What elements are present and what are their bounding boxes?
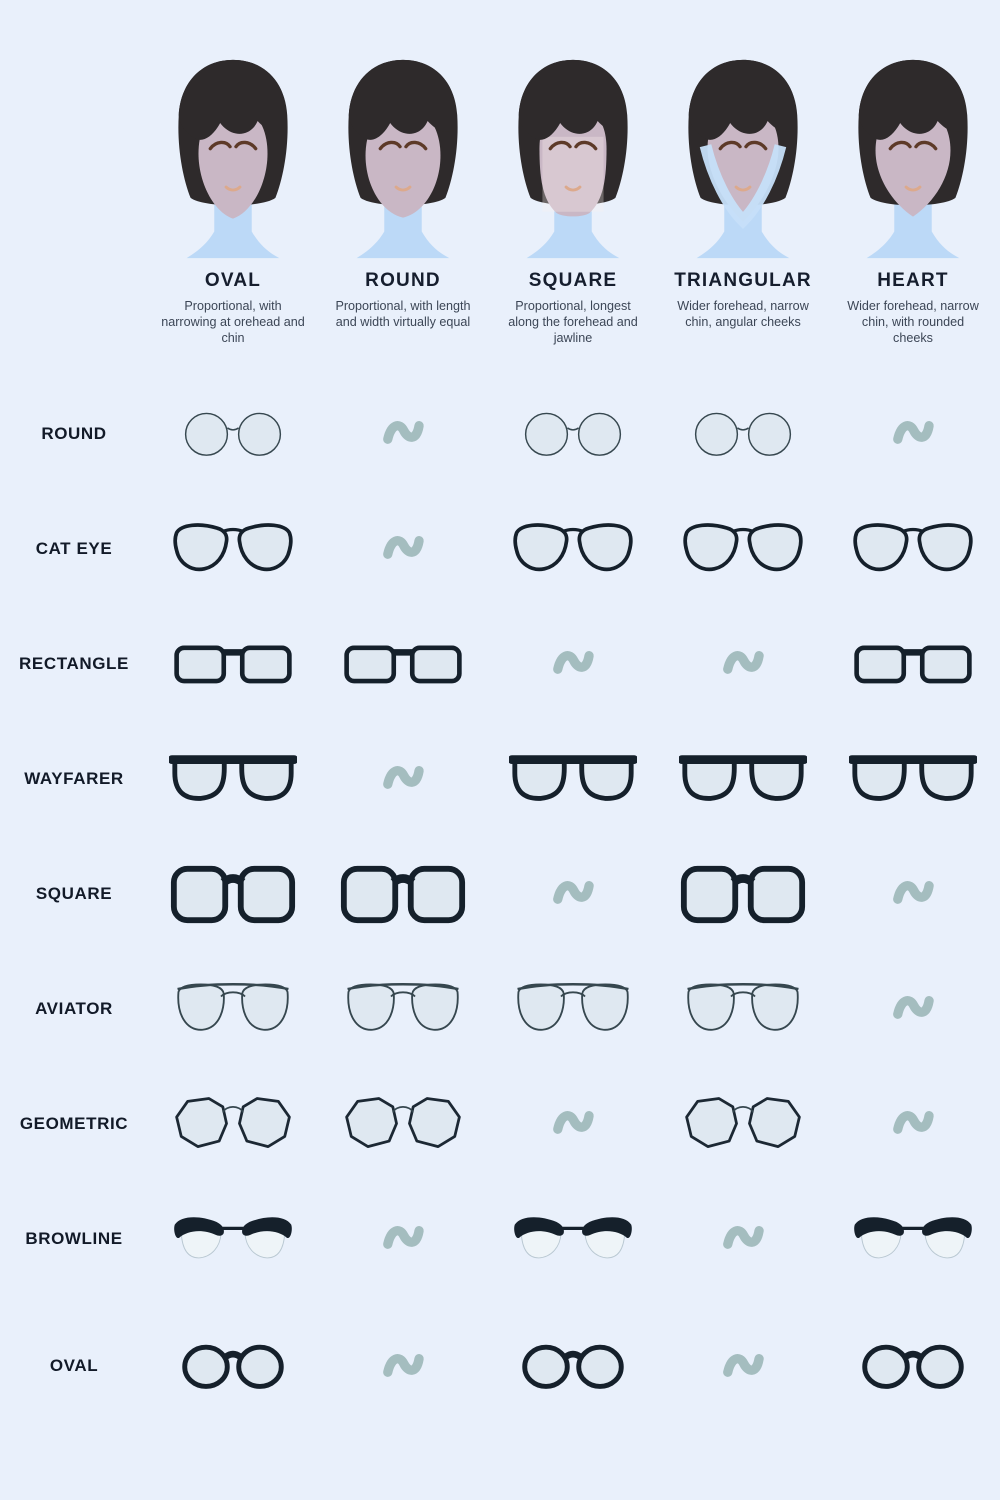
cell-round-heart <box>828 413 998 454</box>
hair-fringe <box>859 60 967 140</box>
aviator-glasses-icon <box>512 978 634 1039</box>
cell-rectangle-square <box>488 643 658 684</box>
rectangle-glasses-icon <box>342 633 464 694</box>
glasses-type-label: BROWLINE <box>25 1228 123 1248</box>
square-glasses-icon <box>679 862 807 926</box>
cell-square-heart <box>828 873 998 914</box>
glasses-type-label: OVAL <box>49 1356 99 1375</box>
round-glasses-icon <box>180 407 286 460</box>
wayfarer-glasses-icon <box>849 747 977 811</box>
face-illustration-round <box>329 52 477 264</box>
geometric-glasses-icon <box>172 1093 294 1154</box>
cell-wayfarer-triangular <box>658 747 828 811</box>
face-illustration-square <box>499 52 647 264</box>
hair-fringe <box>519 60 627 140</box>
row-cateye <box>0 491 1000 606</box>
row-aviator <box>0 951 1000 1066</box>
cell-square-triangular <box>658 862 828 926</box>
square-glasses-icon <box>339 862 467 926</box>
face-shape-title: SQUARE <box>528 270 618 291</box>
face-shape-title: TRIANGULAR <box>674 270 812 291</box>
face-shapes-header <box>0 0 1000 376</box>
cell-cateye-square <box>488 518 658 579</box>
cell-oval-triangular <box>658 1346 828 1387</box>
cell-round-square <box>488 407 658 460</box>
cateye-glasses-icon <box>512 518 634 579</box>
row-oval <box>0 1296 1000 1436</box>
cell-geometric-round <box>318 1093 488 1154</box>
tilde-icon <box>891 988 935 1029</box>
face-col-triangular <box>658 52 828 376</box>
cell-browline-round <box>318 1218 488 1259</box>
tilde-icon <box>381 1346 425 1387</box>
face-illustration-oval <box>159 52 307 264</box>
glasses-type-label: ROUND <box>41 423 107 443</box>
cell-round-oval <box>148 407 318 460</box>
cell-aviator-heart <box>828 988 998 1029</box>
cateye-glasses-icon <box>852 518 974 579</box>
glasses-type-label: AVIATOR <box>35 998 113 1018</box>
cell-aviator-square <box>488 978 658 1039</box>
tilde-icon <box>891 873 935 914</box>
header-label-spacer <box>0 52 148 376</box>
rectangle-glasses-icon <box>852 633 974 694</box>
row-geometric <box>0 1066 1000 1181</box>
cell-round-round <box>318 413 488 454</box>
face-shape-description: Proportional, with length and width virtually equal <box>335 299 471 330</box>
glasses-type-label: SQUARE <box>35 883 113 903</box>
tilde-icon <box>891 1103 935 1144</box>
face-shape-title: ROUND <box>365 270 441 291</box>
wayfarer-glasses-icon <box>169 747 297 811</box>
row-rectangle <box>0 606 1000 721</box>
wayfarer-glasses-icon <box>509 747 637 811</box>
cell-geometric-square <box>488 1103 658 1144</box>
tilde-icon <box>721 1218 765 1259</box>
cell-rectangle-triangular <box>658 643 828 684</box>
glasses-type-label: CAT EYE <box>35 538 113 558</box>
browline-glasses-icon <box>172 1208 294 1269</box>
row-square <box>0 836 1000 951</box>
cell-wayfarer-oval <box>148 747 318 811</box>
tilde-icon <box>381 1218 425 1259</box>
cell-browline-triangular <box>658 1218 828 1259</box>
aviator-glasses-icon <box>342 978 464 1039</box>
cell-browline-heart <box>828 1208 998 1269</box>
cell-oval-square <box>488 1339 658 1393</box>
browline-glasses-icon <box>512 1208 634 1269</box>
oval-glasses-icon <box>519 1339 627 1393</box>
cell-aviator-oval <box>148 978 318 1039</box>
cell-oval-oval <box>148 1339 318 1393</box>
geometric-glasses-icon <box>342 1093 464 1154</box>
cell-square-round <box>318 862 488 926</box>
face-col-square <box>488 52 658 376</box>
tilde-icon <box>721 643 765 684</box>
cell-oval-heart <box>828 1339 998 1393</box>
wayfarer-glasses-icon <box>679 747 807 811</box>
glasses-type-label: RECTANGLE <box>19 653 129 673</box>
cell-wayfarer-heart <box>828 747 998 811</box>
face-col-round <box>318 52 488 376</box>
tilde-icon <box>551 643 595 684</box>
tilde-icon <box>891 413 935 454</box>
cell-geometric-triangular <box>658 1093 828 1154</box>
face-shape-title: HEART <box>877 270 949 291</box>
face-shape-description: Proportional, longest along the forehead and jawline <box>508 299 638 346</box>
cell-geometric-heart <box>828 1103 998 1144</box>
tilde-icon <box>381 413 425 454</box>
cell-cateye-triangular <box>658 518 828 579</box>
tilde-icon <box>721 1346 765 1387</box>
face-shape-description: Proportional, with narrowing at orehead and chin <box>161 299 305 346</box>
rectangle-glasses-icon <box>172 633 294 694</box>
cell-aviator-round <box>318 978 488 1039</box>
face-shape-title: OVAL <box>204 270 262 291</box>
cell-wayfarer-square <box>488 747 658 811</box>
cell-cateye-heart <box>828 518 998 579</box>
row-round <box>0 376 1000 491</box>
cell-geometric-oval <box>148 1093 318 1154</box>
round-glasses-icon <box>520 407 626 460</box>
glasses-compatibility-grid <box>0 376 1000 1436</box>
face-illustration-triangular <box>669 52 817 264</box>
round-glasses-icon <box>690 407 796 460</box>
cell-square-square <box>488 873 658 914</box>
oval-glasses-icon <box>179 1339 287 1393</box>
cell-browline-oval <box>148 1208 318 1269</box>
face-shape-description: Wider forehead, narrow chin, angular cheeks <box>677 299 809 330</box>
cell-square-oval <box>148 862 318 926</box>
tilde-icon <box>381 758 425 799</box>
glasses-type-label: WAYFARER <box>24 768 124 788</box>
face-shape-description: Wider forehead, narrow chin, with rounded cheeks <box>847 299 979 346</box>
aviator-glasses-icon <box>172 978 294 1039</box>
cell-rectangle-oval <box>148 633 318 694</box>
cell-oval-round <box>318 1346 488 1387</box>
cell-rectangle-heart <box>828 633 998 694</box>
face-col-oval <box>148 52 318 376</box>
square-glasses-icon <box>169 862 297 926</box>
hair-fringe <box>349 60 457 140</box>
face-illustration-heart <box>839 52 987 264</box>
cell-round-triangular <box>658 407 828 460</box>
tilde-icon <box>551 873 595 914</box>
glasses-type-label: GEOMETRIC <box>19 1113 129 1133</box>
tilde-icon <box>381 528 425 569</box>
browline-glasses-icon <box>852 1208 974 1269</box>
cell-cateye-oval <box>148 518 318 579</box>
cateye-glasses-icon <box>682 518 804 579</box>
tilde-icon <box>551 1103 595 1144</box>
row-browline <box>0 1181 1000 1296</box>
oval-glasses-icon <box>859 1339 967 1393</box>
cell-aviator-triangular <box>658 978 828 1039</box>
row-wayfarer <box>0 721 1000 836</box>
cateye-glasses-icon <box>172 518 294 579</box>
cell-wayfarer-round <box>318 758 488 799</box>
cell-cateye-round <box>318 528 488 569</box>
geometric-glasses-icon <box>682 1093 804 1154</box>
aviator-glasses-icon <box>682 978 804 1039</box>
cell-rectangle-round <box>318 633 488 694</box>
hair-fringe <box>689 60 797 140</box>
hair-fringe <box>179 60 287 140</box>
face-col-heart <box>828 52 998 376</box>
cell-browline-square <box>488 1208 658 1269</box>
